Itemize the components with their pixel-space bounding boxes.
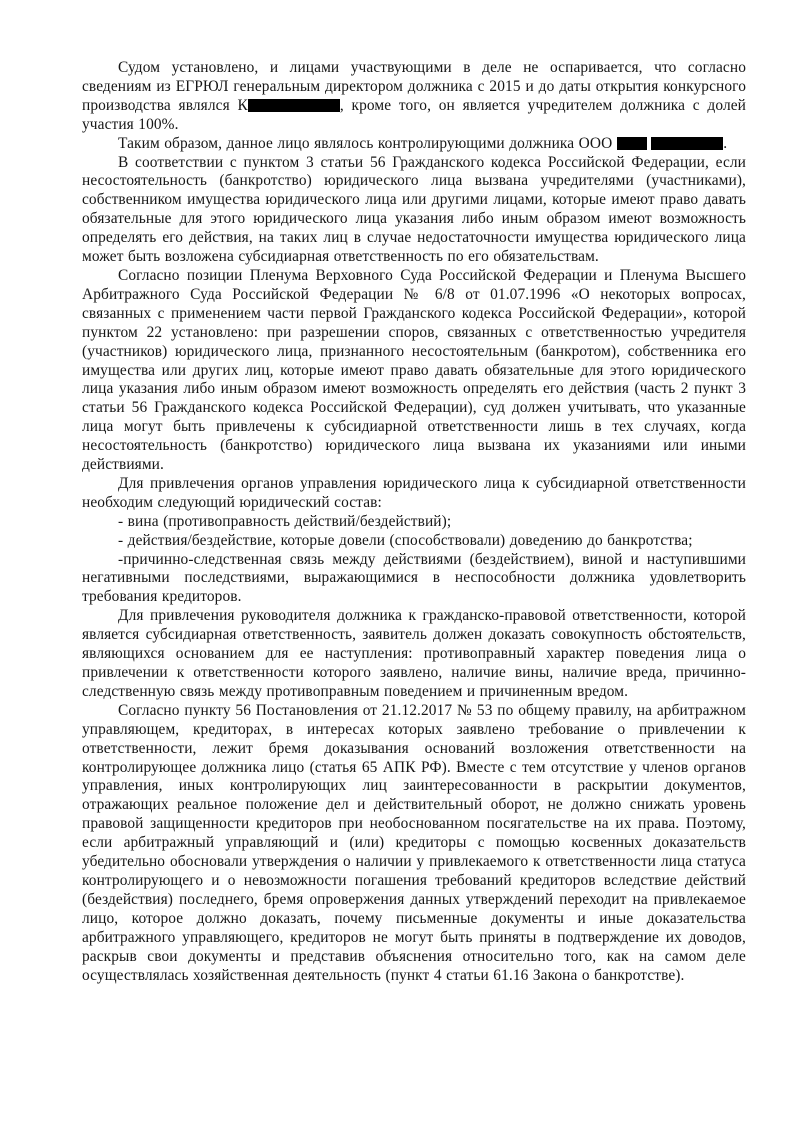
text-run: . xyxy=(723,134,728,152)
paragraph-resolution-53: Согласно пункту 56 Постановления от 21.12.2017 № 53 по общему правилу, на арбитражном управляющем, кредиторах, в интересах которых заявлено требование о привлечении к ответственности, лежит бремя доказывания оснований возложения ответственности на контролирующее должника лицо (статья 65 АПК РФ). Вместе с тем отсутствие у членов органов управления, иных контролирующих лиц заинтересованности в раскрытии документов, отражающих реальное положение дел и действительный оборот, не должно снижать уровень правовой защищенности кредиторов при необоснованном посягательстве на их права. Поэтому, если арбитражный управляющий и (или) кредиторы с помощью косвенных доказательств убедительно обосновали утверждения о наличии у привлекаемого к ответственности лица статуса контролирующего и о невозможности погашения требований кредиторов вследствие действий (бездействия) последнего, бремя опровержения данных утверждений переходит на привлекаемое лицо, которое должно доказать, почему письменные документы и иные доказательства арбитражного управляющего, кредиторов не могут быть приняты в подтверждение их доводов, раскрыв свои документы и представив объяснения относительно того, как на самом деле осуществлялась хозяйственная деятельность (пункт 4 статьи 61.16 Закона о банкротстве). xyxy=(82,701,746,984)
paragraph-controlling-person xyxy=(82,135,746,154)
document-text-block xyxy=(82,59,746,985)
paragraph-director-established xyxy=(82,59,746,135)
list-item-causal-link: -причинно-следственная связь между действиями (бездействием), виной и наступившими негативными последствиями, выражающимися в неспособности должника удовлетворить требования кредиторов. xyxy=(82,550,746,606)
text-run: Судом установлено, и лицами участвующими в деле не оспаривается, что согласно сведениям из ЕГРЮЛ генеральным директором должника с 2015 и до даты открытия конкурсного производства являлся К xyxy=(82,59,746,114)
paragraph-civil-code-art56: В соответствии с пунктом 3 статьи 56 Гражданского кодекса Российской Федерации, если несостоятельность (банкротство) юридического лица вызвана учредителями (участниками), собственником имущества юридического лица или другими лицами, которые имеют право давать обязательные для этого юридического лица указания либо иным образом имеют возможность определять его действия, на таких лиц в случае недостаточности имущества юридического лица может быть возложена субсидиарная ответственность по его обязательствам. xyxy=(82,153,746,266)
paragraph-legal-composition-intro: Для привлечения органов управления юридического лица к субсидиарной ответственности необходим следующий юридический состав: xyxy=(82,474,746,511)
text-run: Таким образом, данное лицо являлось контролирующими должника ООО xyxy=(118,134,613,152)
list-item-actions: - действия/бездействие, которые довели (способствовали) доведению до банкротства; xyxy=(118,531,693,549)
redaction-bar-director-name xyxy=(248,99,340,112)
redaction-bar-company-name-part-2 xyxy=(651,137,723,150)
paragraph-plenum-position: Согласно позиции Пленума Верховного Суда Российской Федерации и Пленума Высшего Арбитражного Суда Российской Федерации № 6/8 от 01.07.1996 «О некоторых вопросах, связанных с применением части первой Гражданского кодекса Российской Федерации», которой пунктом 22 установлено: при разрешении споров, связанных с ответственностью учредителя (участников) юридического лица, признанного несостоятельным (банкротом), собственника его имущества или других лиц, которые имеют право давать обязательные для этого юридического лица указания либо иным образом имеют возможность определять его действия (часть 2 пункт 3 статьи 56 Гражданского кодекса Российской Федерации), суд должен учитывать, что указанные лица могут быть привлечены к субсидиарной ответственности лишь в тех случаях, когда несостоятельность (банкротство) юридического лица вызвана их указаниями или иными действиями. xyxy=(82,266,746,474)
paragraph-head-liability: Для привлечения руководителя должника к гражданско-правовой ответственности, которой является субсидиарная ответственность, заявитель должен доказать совокупность обстоятельств, являющихся основанием для ее наступления: противоправный характер поведения лица о привлечении к ответственности которого заявлено, наличие вины, наличие вреда, причинно-следственную связь между противоправным поведением и причиненным вредом. xyxy=(82,607,746,700)
redaction-bar-company-name-part-1 xyxy=(617,137,647,150)
text-run: , кроме того, он является учредителем должника с долей участия 100%. xyxy=(82,96,747,133)
list-item-guilt: - вина (противоправность действий/бездействий); xyxy=(118,512,452,530)
